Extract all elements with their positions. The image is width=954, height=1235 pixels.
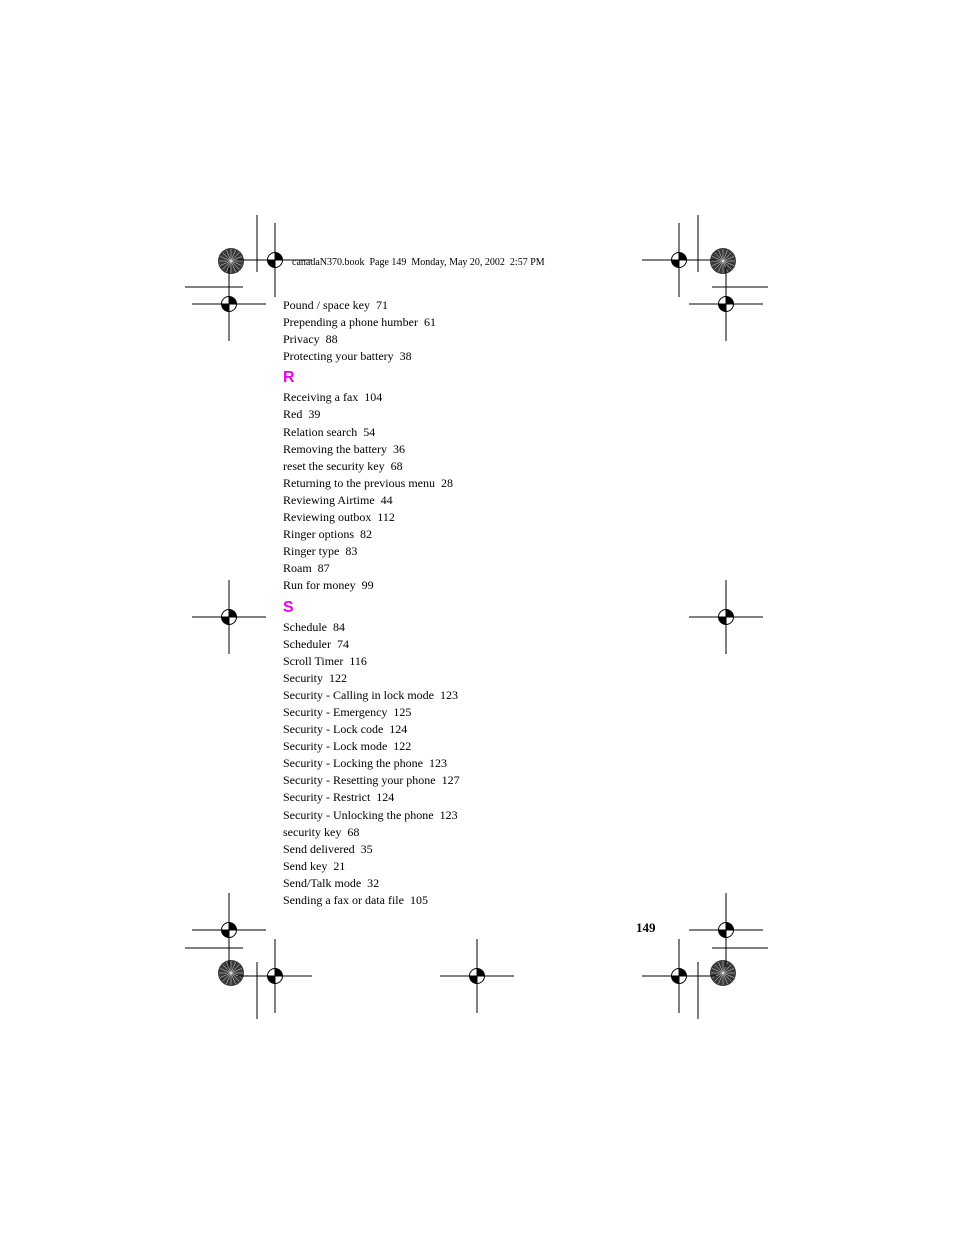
index-entry: Run for money 99 xyxy=(283,578,374,593)
index-entry: Reviewing Airtime 44 xyxy=(283,492,393,507)
index-entry: Prepending a phone humber 61 xyxy=(283,315,436,330)
index-entry: Removing the battery 36 xyxy=(283,441,405,456)
page-number: 149 xyxy=(636,920,656,935)
print-header: canadaN370.book Page 149 Monday, May 20, 2002 2:57 PM xyxy=(292,257,545,268)
index-entry: Send key 21 xyxy=(283,858,346,873)
section-letter: R xyxy=(283,369,295,387)
index-entry: Pound / space key 71 xyxy=(283,298,388,312)
index-entry: Security - Restrict 124 xyxy=(283,790,395,805)
index-entry: Security - Locking the phone 123 xyxy=(283,756,447,771)
index-list xyxy=(283,297,643,909)
index-entry: Red 39 xyxy=(283,407,321,422)
index-entry: Schedule 84 xyxy=(283,619,345,634)
index-entry: Roam 87 xyxy=(283,561,330,576)
index-entry: reset the security key 68 xyxy=(283,458,403,473)
index-entry: Receiving a fax 104 xyxy=(283,390,383,405)
index-entry: Privacy 88 xyxy=(283,332,338,347)
index-entry: Ringer type 83 xyxy=(283,544,358,559)
index-entry: Reviewing outbox 112 xyxy=(283,510,395,525)
index-entry: Send delivered 35 xyxy=(283,841,373,856)
index-entry: Security 122 xyxy=(283,670,347,685)
index-entry: Ringer options 82 xyxy=(283,527,372,542)
index-entry: Security - Emergency 125 xyxy=(283,704,412,719)
index-entry: Security - Resetting your phone 127 xyxy=(283,773,460,788)
index-entry: Security - Unlocking the phone 123 xyxy=(283,807,458,822)
index-entry: security key 68 xyxy=(283,824,360,839)
index-entry: Send/Talk mode 32 xyxy=(283,875,380,890)
index-entry: Scheduler 74 xyxy=(283,636,349,651)
index-entry: Security - Calling in lock mode 123 xyxy=(283,687,458,702)
section-letter: S xyxy=(283,598,294,616)
index-entry: Relation search 54 xyxy=(283,424,376,439)
index-entry: Scroll Timer 116 xyxy=(283,653,367,668)
index-entry: Protecting your battery 38 xyxy=(283,349,412,364)
index-entry: Sending a fax or data file 105 xyxy=(283,893,428,907)
index-entry: Returning to the previous menu 28 xyxy=(283,475,453,490)
index-entry: Security - Lock mode 122 xyxy=(283,739,412,754)
index-entry: Security - Lock code 124 xyxy=(283,722,408,737)
